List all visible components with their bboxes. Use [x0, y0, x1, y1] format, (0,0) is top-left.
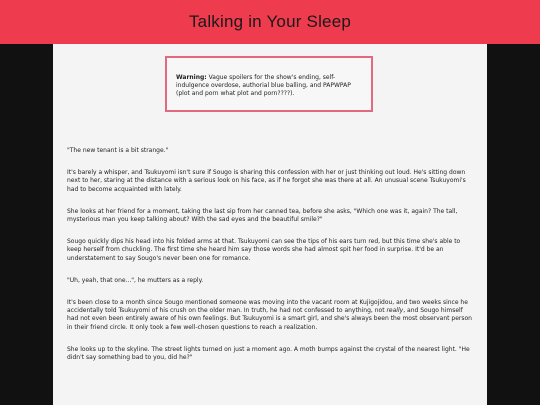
story-paragraph: It's barely a whisper, and Tsukuyomi isn't sure if Sougo is sharing this confession with her or just thinking out loud. He's sitting down next to her, staring at the distance with a serious look on his face, as if he forgot she was there at all. An unusual scene Tsukuyomi's had to become acquainted with lately. [67, 169, 466, 193]
story-paragraph: "Uh, yeah, that one...", he mutters as a reply. [67, 276, 204, 284]
warning-text: Vague spoilers for the show's ending, self-indulgence overdose, authorial blue balling, and PAPWPAP (plot and porn what plot and porn????). [176, 74, 351, 98]
content-area [53, 44, 487, 405]
story-paragraph: She looks up to the skyline. The street lights turned on just a moment ago. A moth bumps against the crystal of the nearest light. "He didn't say something bad to you, did he?" [67, 345, 470, 362]
warning-label: Warning: [176, 74, 207, 81]
story-paragraph [67, 299, 475, 332]
story-text [67, 147, 475, 376]
story-text-span: It's been close to a month since Sougo mentioned someone was moving into the vacant room at Kujigojidou, and two weeks since he accidentally told Tsukuyomi of his crush on the older man. In truth, he had not confessed to anything, not [67, 299, 468, 315]
story-emphasis: really [386, 307, 404, 315]
story-text-span: , and Sougo himself had not even been entirely aware of his own feelings. But Tsukuyomi is a smart girl, and she's always been the most observant person in their friend circle. It only took a few well-chosen questions to reach a realization. [67, 307, 472, 331]
story-paragraph: Sougo quickly dips his head into his folded arms at that. Tsukuyomi can see the tips of his ears turn red, but this time she's able to keep herself from chuckling. The first time she heard him say those words she had almost spit her food in surprise. It'd be an understatement to say Sougo's never been one for romance. [67, 238, 461, 262]
story-paragraph: She looks at her friend for a moment, taking the last sip from her canned tea, before she asks, "Which one was it, again? The tall, mysterious man you keep talking about? With the sad eyes and the beautiful smile?" [67, 207, 458, 224]
site-header [0, 0, 540, 44]
story-paragraph: "The new tenant is a bit strange." [67, 147, 169, 154]
page-title: Talking in Your Sleep [188, 12, 352, 31]
warning-box [165, 56, 373, 112]
